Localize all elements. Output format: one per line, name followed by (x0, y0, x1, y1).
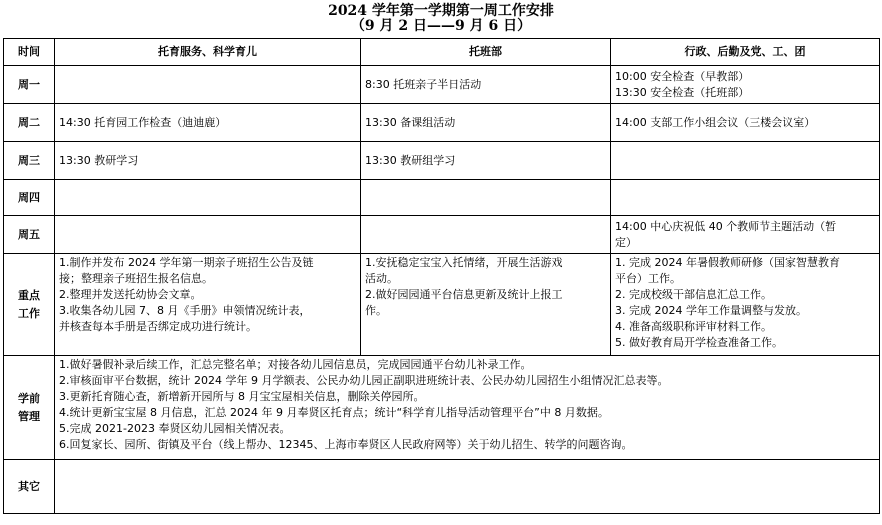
row-key-work (4, 254, 880, 356)
title-line-2: （9 月 2 日——9 月 6 日） (350, 18, 532, 34)
friday-admin-line-2: 定） (615, 235, 637, 249)
preschool-line-6: 6.回复家长、园所、街镇及平台（线上帮办、12345、上海市奉贤区人民政府网等）关于幼儿招生、转学的问题咨询。 (59, 438, 633, 451)
tuesday-childcare: 14:30 托育园工作检查（迪迪鹿） (55, 104, 361, 142)
key-admin-line-6: 5. 做好教育局开学检查准备工作。 (615, 336, 783, 349)
key-admin-line-3: 2. 完成校级干部信息汇总工作。 (615, 288, 772, 301)
key-childcare-line-3: 2.整理并发送托幼协会文章。 (59, 288, 202, 301)
key-nursery-line-4: 作。 (365, 304, 387, 317)
preschool-line-1: 1.做好暑假补录后续工作，汇总完整名单；对接各幼儿园信息员，完成园园通平台幼儿补录工作。 (59, 358, 532, 371)
monday-nursery: 8:30 托班亲子半日活动 (361, 66, 611, 104)
key-admin-line-2: 平台）工作。 (615, 272, 681, 285)
day-friday: 周五 (4, 216, 55, 254)
preschool-line-5: 5.完成 2021-2023 奉贤区幼儿园相关情况表。 (59, 422, 291, 435)
other-content (55, 460, 880, 514)
key-childcare-line-4: 3.收集各幼儿园 7、8 月《手册》申领情况统计表， (59, 304, 311, 317)
row-other (4, 460, 880, 514)
day-thursday: 周四 (4, 180, 55, 216)
key-work-childcare (55, 254, 361, 356)
label-key-work-line-1: 重点 (18, 288, 40, 302)
header-time: 时间 (4, 39, 55, 66)
tuesday-nursery: 13:30 备课组活动 (361, 104, 611, 142)
key-childcare-line-2: 接；整理亲子班招生报名信息。 (59, 272, 213, 285)
monday-childcare (55, 66, 361, 104)
thursday-admin (611, 180, 880, 216)
day-monday: 周一 (4, 66, 55, 104)
row-monday (4, 66, 880, 104)
thursday-childcare (55, 180, 361, 216)
document-title (0, 0, 882, 32)
key-nursery-line-1: 1.安抚稳定宝宝入托情绪，开展生活游戏 (365, 256, 563, 269)
wednesday-childcare: 13:30 教研学习 (55, 142, 361, 180)
key-nursery-line-2: 活动。 (365, 272, 398, 285)
header-row (4, 39, 880, 66)
thursday-nursery (361, 180, 611, 216)
friday-nursery (361, 216, 611, 254)
key-work-nursery (361, 254, 611, 356)
row-friday (4, 216, 880, 254)
preschool-line-2: 2.审核面审平台数据，统计 2024 学年 9 月学额表、公民办幼儿园正副职进班统计表、公民办幼儿园招生小组情况汇总表等。 (59, 374, 669, 387)
day-wednesday: 周三 (4, 142, 55, 180)
wednesday-admin (611, 142, 880, 180)
key-work-admin (611, 254, 880, 356)
row-tuesday (4, 104, 880, 142)
key-childcare-line-5: 并核查每本手册是否绑定成功进行统计。 (59, 320, 257, 333)
monday-admin (611, 66, 880, 104)
tuesday-admin: 14:00 支部工作小组会议（三楼会议室） (611, 104, 880, 142)
key-admin-line-4: 3. 完成 2024 学年工作量调整与发放。 (615, 304, 807, 317)
header-childcare: 托育服务、科学育儿 (55, 39, 361, 66)
monday-admin-line-1: 10:00 安全检查（早教部） (615, 69, 750, 83)
label-key-work-line-2: 工作 (18, 306, 40, 320)
label-key-work (4, 254, 55, 356)
label-preschool-line-2: 管理 (18, 409, 40, 423)
preschool-management-content (55, 356, 880, 460)
key-childcare-line-1: 1.制作并发布 2024 学年第一期亲子班招生公告及链 (59, 256, 314, 269)
title-line-1: 2024 学年第一学期第一周工作安排 (328, 3, 554, 19)
key-nursery-line-3: 2.做好园园通平台信息更新及统计上报工 (365, 288, 563, 301)
key-admin-line-1: 1. 完成 2024 年暑假教师研修（国家智慧教育 (615, 256, 840, 269)
row-preschool-management (4, 356, 880, 460)
key-admin-line-5: 4. 准备高级职称评审材料工作。 (615, 320, 772, 333)
header-admin: 行政、后勤及党、工、团 (611, 39, 880, 66)
label-other: 其它 (4, 460, 55, 514)
label-preschool-management (4, 356, 55, 460)
preschool-line-3: 3.更新托育随心查，新增新开园所与 8 月宝宝屋相关信息，删除关停园所。 (59, 390, 425, 403)
friday-admin (611, 216, 880, 254)
wednesday-nursery: 13:30 教研组学习 (361, 142, 611, 180)
monday-admin-line-2: 13:30 安全检查（托班部） (615, 85, 750, 99)
preschool-line-4: 4.统计更新宝宝屋 8 月信息，汇总 2024 年 9 月奉贤区托育点；统计“科学育儿指导活动管理平台”中 8 月数据。 (59, 406, 609, 419)
friday-childcare (55, 216, 361, 254)
header-nursery: 托班部 (361, 39, 611, 66)
row-thursday (4, 180, 880, 216)
schedule-table (3, 38, 880, 514)
day-tuesday: 周二 (4, 104, 55, 142)
row-wednesday (4, 142, 880, 180)
friday-admin-line-1: 14:00 中心庆祝低 40 个教师节主题活动（暂 (615, 219, 837, 233)
label-preschool-line-1: 学前 (18, 391, 40, 405)
